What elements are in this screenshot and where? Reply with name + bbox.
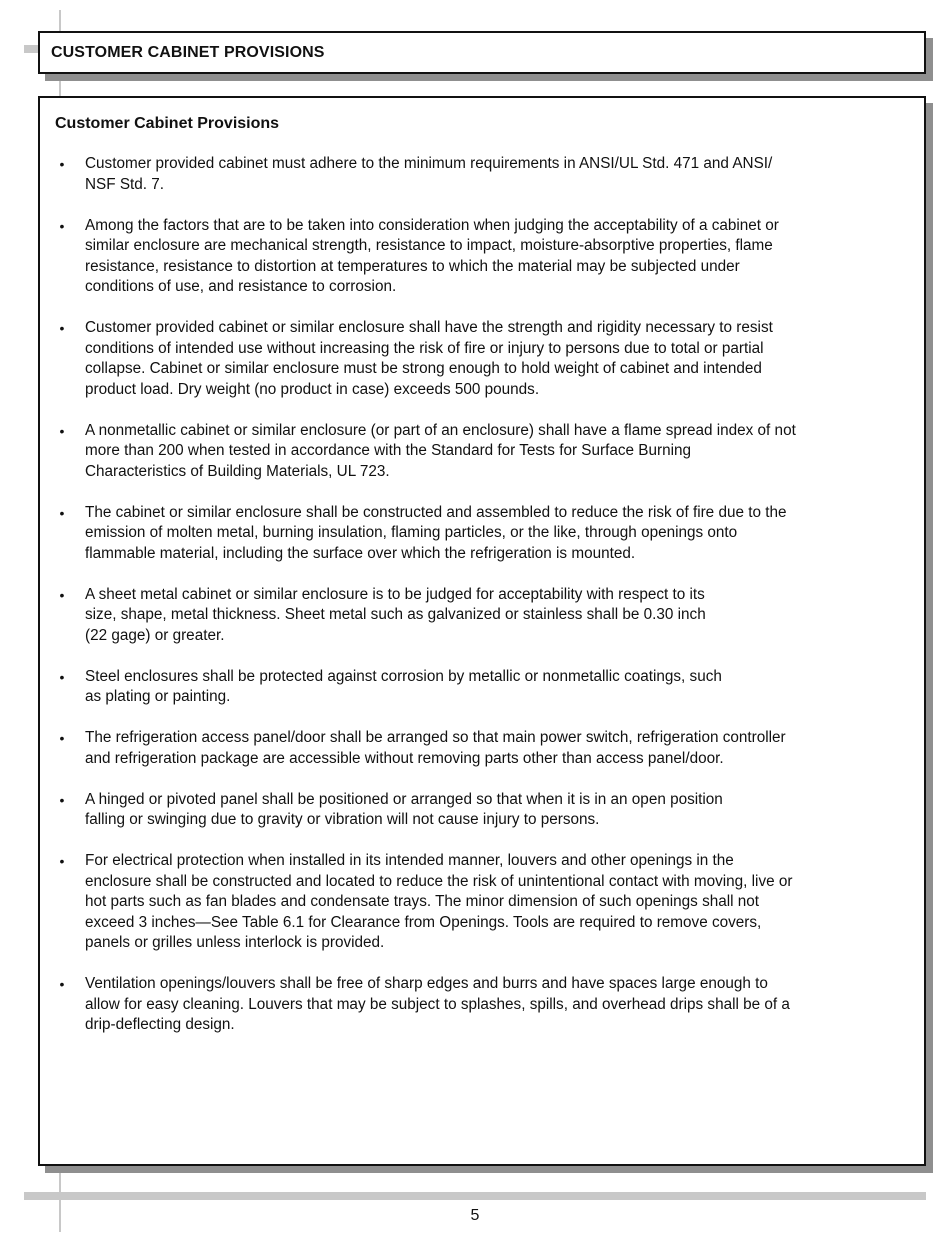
bullet-marker: • [59,504,65,521]
list-item-text-line: and refrigeration package are accessible without removing parts other than access panel/door. [85,749,724,767]
list-item-text-line: as plating or painting. [85,688,231,705]
list-item-text-line: Steel enclosures shall be protected against corrosion by metallic or nonmetallic coatings, such [85,667,722,685]
bullet-marker: • [59,156,65,172]
bullet-marker: • [59,730,65,746]
bullet-marker: • [59,586,65,603]
list-item-text-line: conditions of use, and resistance to corrosion. [85,278,397,295]
list-item-text-line: Characteristics of Building Materials, UL 723. [85,462,390,480]
list-item-text-line: resistance, resistance to distortion at temperatures to which the material may be subjected under [85,257,740,275]
list-item [55,585,917,647]
list-item-text-line: flammable material, including the surface over which the refrigeration is mounted. [85,544,636,562]
list-item-text-line: A nonmetallic cabinet or similar enclosure (or part of an enclosure) shall have a flame spread index of not [85,421,796,439]
list-item-text-line: Among the factors that are to be taken into consideration when judging the acceptability of a cabinet or [85,216,779,234]
list-item-text-line: conditions of intended use without increasing the risk of fire or injury to persons due to total or partial [85,339,764,357]
page-title: CUSTOMER CABINET PROVISIONS [51,44,325,61]
bullet-marker: • [59,976,65,992]
header-box [38,31,926,74]
bullet-marker: • [59,853,65,869]
list-item [55,318,917,400]
content-box [38,96,926,1166]
list-item-text-line: Customer provided cabinet or similar enclosure shall have the strength and rigidity necessary to resist [85,319,773,336]
bullet-marker: • [59,217,65,234]
list-item-text-line: product load. Dry weight (no product in case) exceeds 500 pounds. [85,380,540,398]
list-item-text-line: panels or grilles unless interlock is provided. [85,934,385,951]
list-item [55,154,917,195]
bullet-marker: • [59,668,65,685]
list-item-text-line: enclosure shall be constructed and located to reduce the risk of unintentional contact with moving, live or [85,872,793,890]
list-item-text-line: A hinged or pivoted panel shall be positioned or arranged so that when it is in an open position [85,790,723,808]
list-item-text-line: collapse. Cabinet or similar enclosure must be strong enough to hold weight of cabinet and intended [85,360,762,377]
list-item-text-line: (22 gage) or greater. [85,626,225,644]
bullet-marker: • [59,422,65,439]
section-title: Customer Cabinet Provisions [55,115,280,132]
list-item [55,974,917,1036]
list-item-text-line: The cabinet or similar enclosure shall be constructed and assembled to reduce the risk of fire due to the [85,503,787,521]
list-item [55,728,917,769]
list-item-text-line: Customer provided cabinet must adhere to the minimum requirements in ANSI/UL Std. 471 and ANSI/ [85,155,773,172]
bullet-marker: • [59,791,65,808]
list-item [55,421,917,483]
list-item-text-line: exceed 3 inches—See Table 6.1 for Clearance from Openings. Tools are required to remove covers, [85,913,762,931]
bullet-marker: • [59,320,65,336]
list-item-text-line: emission of molten metal, burning insulation, flaming particles, or the like, through openings onto [85,524,738,541]
list-item-text-line: For electrical protection when installed in its intended manner, louvers and other openings in the [85,852,734,869]
list-item-text-line: falling or swinging due to gravity or vibration will not cause injury to persons. [85,811,600,828]
page-number: 5 [470,1207,480,1224]
footer-rule [24,1192,926,1200]
list-item-text-line: more than 200 when tested in accordance with the Standard for Tests for Surface Burning [85,442,691,459]
bullet-list [55,154,917,1056]
list-item-text-line: A sheet metal cabinet or similar enclosure is to be judged for acceptability with respect to its [85,585,705,603]
list-item-text-line: The refrigeration access panel/door shall be arranged so that main power switch, refrigeration controller [85,729,786,746]
list-item [55,851,917,954]
list-item-text-line: NSF Std. 7. [85,175,165,193]
list-item [55,667,917,708]
list-item-text-line: hot parts such as fan blades and condensate trays. The minor dimension of such openings shall not [85,893,760,910]
list-item-text-line: similar enclosure are mechanical strength, resistance to impact, moisture-absorptive properties, flame [85,237,773,254]
list-item-text-line: size, shape, metal thickness. Sheet metal such as galvanized or stainless shall be 0.30 inch [85,606,706,623]
list-item [55,790,917,831]
list-item-text-line: drip-deflecting design. [85,1016,235,1033]
list-item-text-line: Ventilation openings/louvers shall be free of sharp edges and burrs and have spaces large enough to [85,975,768,992]
list-item [55,216,917,298]
list-item [55,503,917,565]
list-item-text-line: allow for easy cleaning. Louvers that may be subject to splashes, spills, and overhead drips shall be of a [85,995,790,1013]
